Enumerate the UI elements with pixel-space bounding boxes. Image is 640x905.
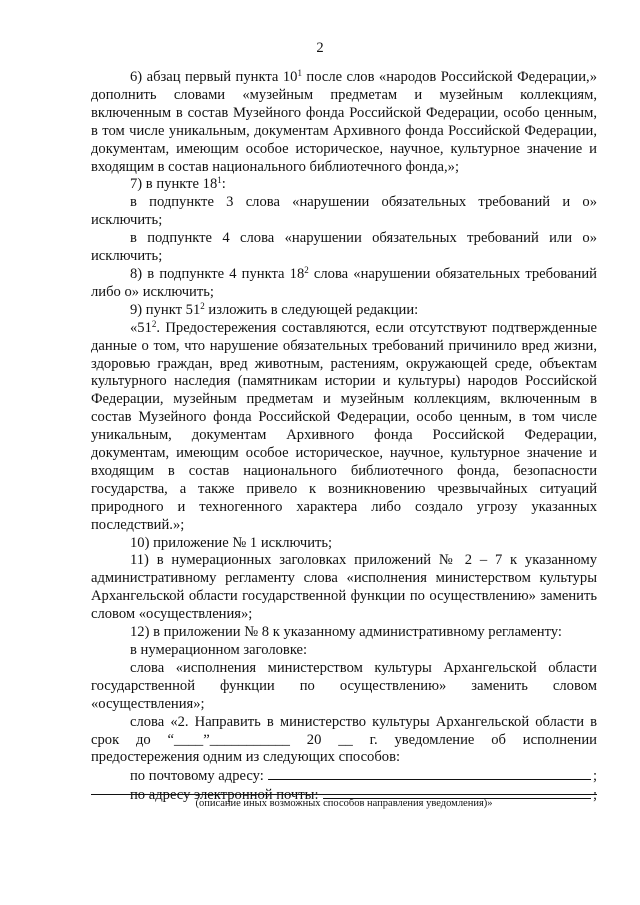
- postal-address-end: ;: [592, 768, 597, 785]
- postal-address-label: по почтовому адресу:: [130, 768, 264, 785]
- paragraph-item-12: 12) в приложении № 8 к указанному административному регламенту:: [130, 624, 562, 641]
- paragraph-item-8: 8) в подпункте 4 пункта $18^2$ слова «нарушении обязательных требований либо о» исключить;: [91, 264, 597, 300]
- email-address-label: по адресу электронной почты:: [130, 787, 319, 804]
- page-number: 2: [316, 40, 324, 56]
- postal-address-line: [91, 767, 597, 786]
- paragraph-item-6: 6) абзац первый пункта $10^1$ после слов «народов Российской Федерации,» дополнить словами «музейным предметам и музейным коллекциям, включенным в состав Музейного фонда Российской Федерации, особо ценным, в том числе уникальным, документам Архивного фонда Российской Федерации, документам, имеющим особое историческое, научное, культурное значение и входящим в состав национального библиотечного фонда,»;: [91, 68, 597, 175]
- paragraph-subitem-3: в подпункте 3 слова «нарушении обязательных требований и о» исключить;: [91, 194, 597, 229]
- paragraph-notification: слова «2. Направить в министерство культуры Архангельской области в срок до “____”___________ 20 __ г. уведомление об исполнении предостережения одним из следующих способов:: [91, 713, 597, 766]
- paragraph-item-10: 10) приложение № 1 исключить;: [130, 534, 333, 551]
- footnote-caption: (описание иных возможных способов направления уведомления)»: [195, 798, 493, 809]
- paragraph-header-note: в нумерационном заголовке:: [130, 642, 308, 658]
- email-address-end: ;: [592, 787, 597, 804]
- document-body: [91, 69, 597, 805]
- paragraph-subitem-4: в подпункте 4 слова «нарушении обязательных требований или о» исключить;: [91, 230, 597, 265]
- paragraph-item-9: 9) пункт $51^2$ изложить в следующей редакции:: [130, 300, 419, 318]
- paragraph-item-7: 7) в пункте $18^1$:: [130, 175, 226, 193]
- paragraph-replace-words: слова «исполнения министерством культуры Архангельской области государственной функции по осуществлению» заменить словом «осуществления»;: [91, 659, 597, 712]
- paragraph-item-11: 11) в нумерационных заголовках приложений № 2 – 7 к указанному административному регламенту слова «исполнения министерством культуры Архангельской области государственной функции по осуществлению» заменить словом «осуществления»;: [91, 552, 597, 623]
- footnote-rule: [91, 794, 597, 795]
- paragraph-point-51-2: «$51^2$. Предостережения составляются, если отсутствуют подтвержденные данные о том, что нарушение обязательных требований причинило вред жизни, здоровью граждан, вред животным, растениям, окружающей среде, объектам культурного наследия (памятникам истории и культуры) народов Российской Федерации, музейным предметам и музейным коллекциям, включенным в состав Музейного фонда Российской Федерации, особо ценным, в том числе уникальным, документам Архивного фонда Российской Федерации, документам, имеющим особое историческое, научное, культурное значение и входящим в состав национального библиотечного фонда, безопасности государства, а также привело к возникновению чрезвычайных ситуаций природного и техногенного характера либо создало угрозу указанных последствий.»;: [91, 318, 597, 533]
- postal-address-blank: [268, 767, 591, 780]
